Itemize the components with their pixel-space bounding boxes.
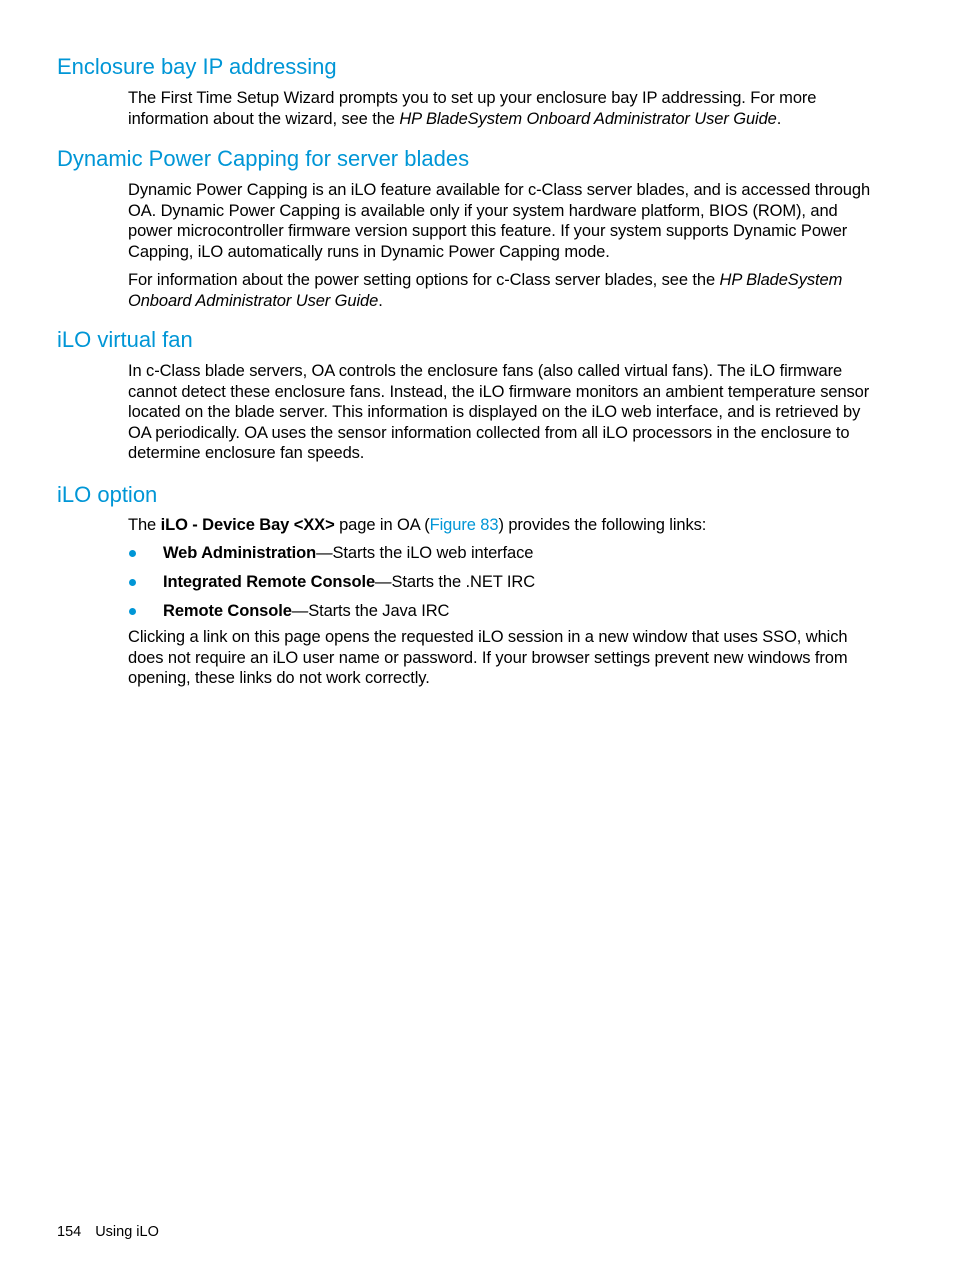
list-item-term: Web Administration — [163, 544, 317, 562]
text-span: For information about the power setting options for c-Class server blades, see the — [128, 271, 720, 289]
text-span: . — [776, 109, 782, 128]
list-item-description: —Starts the iLO web interface — [316, 544, 534, 562]
paragraph-enclosure-wizard — [128, 88, 878, 129]
chapter-title: Using iLO — [95, 1224, 159, 1240]
text-span: The First Time Setup Wizard prompts you to set up your enclosure bay IP addressing. For more information about the wizard, see the — [128, 89, 817, 128]
page-footer — [57, 1222, 159, 1242]
bullet-icon — [129, 608, 136, 615]
text-span: . — [378, 291, 383, 310]
guide-title: HP BladeSystem Onboard Administrator User Guide — [128, 271, 843, 310]
figure-83-link[interactable]: Figure 83 — [429, 516, 499, 534]
list-item-remote-console — [128, 599, 878, 628]
page-number: 154 — [57, 1224, 82, 1240]
bullet-icon — [129, 550, 136, 557]
guide-title: HP BladeSystem Onboard Administrator User Guide — [399, 109, 777, 128]
heading-ilo-virtual-fan: iLO virtual fan — [57, 327, 193, 352]
list-item-description: —Starts the .NET IRC — [375, 573, 536, 591]
list-item-term: Integrated Remote Console — [163, 573, 376, 591]
paragraph-ilo-option-closing: Clicking a link on this page opens the requested iLO session in a new window that uses SSO, which does not require an iLO user name or password. If your browser settings prevent new windows from opening, these links do not work correctly. — [128, 628, 848, 688]
paragraph-ilo-option-intro — [128, 515, 878, 536]
paragraph-power-setting-options — [128, 270, 878, 311]
text-span: page in OA ( — [334, 516, 430, 534]
list-item-web-administration — [128, 541, 878, 570]
text-span: ) provides the following links: — [498, 516, 707, 534]
heading-ilo-option: iLO option — [57, 482, 158, 507]
page-name-bold: iLO - Device Bay <XX> — [160, 516, 335, 534]
list-item-description: —Starts the Java IRC — [291, 602, 450, 620]
ilo-option-links-list — [128, 541, 878, 628]
bullet-icon — [129, 579, 136, 586]
heading-enclosure-bay-ip-addressing: Enclosure bay IP addressing — [57, 54, 337, 79]
paragraph-virtual-fan: In c-Class blade servers, OA controls the enclosure fans (also called virtual fans). The iLO firmware cannot detect these enclosure fans. Instead, the iLO firmware monitors an ambient temperature sensor located on the blade server. This information is displayed on the iLO web interface, and is retrieved by OA periodically. OA uses the sensor information collected from all iLO processors in the enclosure to determine enclosure fan speeds. — [128, 362, 870, 463]
list-item-term: Remote Console — [163, 602, 292, 620]
list-item-integrated-remote-console — [128, 570, 878, 599]
paragraph-power-capping-intro: Dynamic Power Capping is an iLO feature available for c-Class server blades, and is accessed through OA. Dynamic Power Capping is available only if your system hardware platform, BIOS (ROM), and power microcontroller firmware version support this feature. If your system supports Dynamic Power Capping, iLO automatically runs in Dynamic Power Capping mode. — [128, 181, 871, 261]
text-span: The — [128, 516, 161, 534]
heading-dynamic-power-capping: Dynamic Power Capping for server blades — [57, 146, 470, 171]
